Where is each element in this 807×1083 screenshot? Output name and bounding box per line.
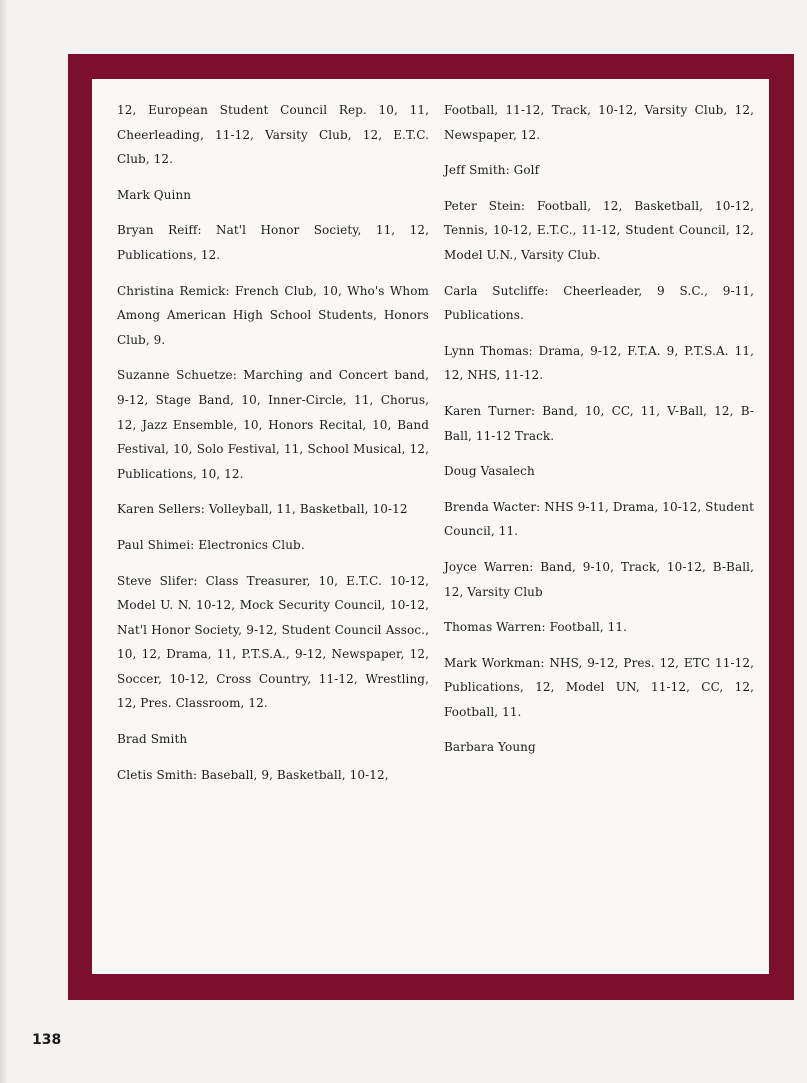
entry: Carla Sutcliffe: Cheerleader, 9 S.C., 9-11, Publications. [444,283,754,323]
entry: Doug Vasalech [444,464,535,479]
entry: Suzanne Schuetze: Marching and Concert band, 9-12, Stage Band, 10, Inner-Circle, 11, Chorus, 12, Jazz Ensemble, 10, Honors Recital, 10, Band Festival, 10, Solo Festival, 11, School Musical, 12, Publications, 10, 12. [117,368,429,481]
entry: Brad Smith [117,732,188,747]
entry: Joyce Warren: Band, 9-10, Track, 10-12, B-Ball, 12, Varsity Club [444,559,754,599]
entry: 12, European Student Council Rep. 10, 11, Cheerleading, 11-12, Varsity Club, 12, E.T.C. Club, 12. [117,103,429,167]
entry: Thomas Warren: Football, 11. [444,620,628,635]
entry: Cletis Smith: Baseball, 9, Basketball, 10-12, [117,767,389,782]
entry: Barbara Young [444,740,536,755]
entry: Lynn Thomas: Drama, 9-12, F.T.A. 9, P.T.S.A. 11, 12, NHS, 11-12. [444,343,754,383]
entry: Steve Slifer: Class Treasurer, 10, E.T.C. 10-12, Model U. N. 10-12, Mock Security Council, 10-12, Nat'l Honor Society, 9-12, Student Council Assoc., 10, 12, Drama, 11, P.T.S.A., 9-12, Newspaper, 12, Soccer, 10-12, Cross Country, 11-12, Wrestling, 12, Pres. Classroom, 12. [117,573,429,711]
entry: Bryan Reiff: Nat'l Honor Society, 11, 12, Publications, 12. [117,223,429,262]
left-column [117,98,429,798]
entry: Mark Quinn [117,187,192,202]
entry: Christina Remick: French Club, 10, Who's Whom Among American High School Students, Honors Club, 9. [117,283,429,347]
entry: Karen Turner: Band, 10, CC, 11, V-Ball, 12, B-Ball, 11-12 Track. [444,403,754,443]
page-edge-shadow [0,0,8,1083]
entry: Karen Sellers: Volleyball, 11, Basketball, 10-12 [117,502,408,517]
entry: Mark Workman: NHS, 9-12, Pres. 12, ETC 11-12, Publications, 12, Model UN, 11-12, CC, 12, Football, 11. [444,655,754,719]
entry: Peter Stein: Football, 12, Basketball, 10-12, Tennis, 10-12, E.T.C., 11-12, Student Council, 12, Model U.N., Varsity Club. [444,198,754,262]
page-number: 138 [32,1032,62,1048]
right-column [444,98,754,771]
entry: Brenda Wacter: NHS 9-11, Drama, 10-12, Student Council, 11. [444,499,754,539]
entry: Paul Shimei: Electronics Club. [117,537,305,552]
entry: Football, 11-12, Track, 10-12, Varsity Club, 12, Newspaper, 12. [444,103,754,142]
entry: Jeff Smith: Golf [444,163,540,178]
